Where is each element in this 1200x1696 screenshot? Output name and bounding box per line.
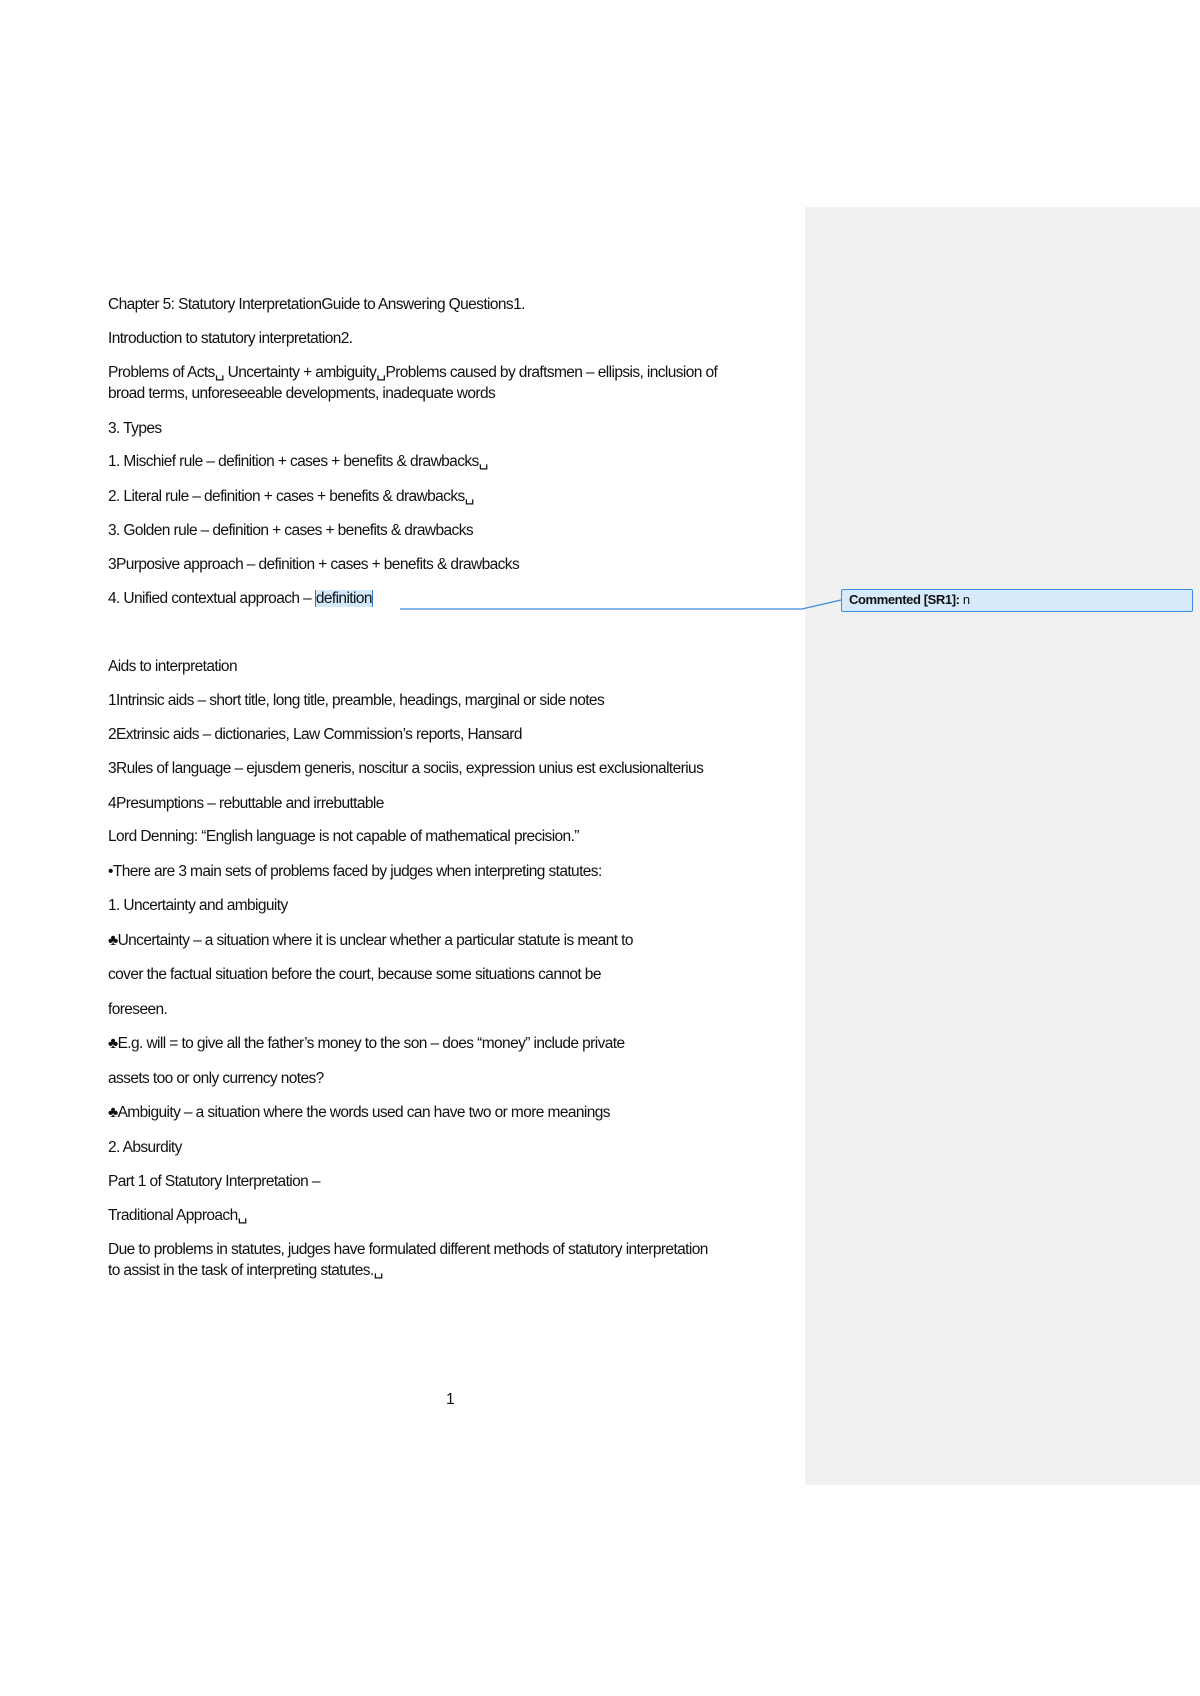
- text-line: 3. Types: [108, 420, 162, 437]
- text-line: 3Rules of language – ejusdem generis, noscitur a sociis, expression unius est exclusionalterius: [108, 760, 704, 777]
- text-line: ♣Uncertainty – a situation where it is unclear whether a particular statute is meant to: [108, 932, 633, 949]
- text-line: •There are 3 main sets of problems faced by judges when interpreting statutes:: [108, 863, 602, 880]
- text-line: 2Extrinsic aids – dictionaries, Law Commission’s reports, Hansard: [108, 726, 522, 743]
- text-line: Traditional Approach␣: [108, 1207, 247, 1224]
- text-line: broad terms, unforeseeable developments, inadequate words: [108, 385, 496, 402]
- text-line: ♣E.g. will = to give all the father’s money to the son – does “money” include private: [108, 1035, 625, 1052]
- text-line: Introduction to statutory interpretation2.: [108, 330, 353, 347]
- text-line: ♣Ambiguity – a situation where the words used can have two or more meanings: [108, 1104, 610, 1121]
- text-line: Chapter 5: Statutory InterpretationGuide to Answering Questions1.: [108, 296, 525, 313]
- text-line: 4Presumptions – rebuttable and irrebuttable: [108, 795, 384, 812]
- text-line: 3Purposive approach – definition + cases + benefits & drawbacks: [108, 556, 520, 573]
- text-line: Part 1 of Statutory Interpretation –: [108, 1173, 320, 1190]
- text-line: 1. Mischief rule – definition + cases + benefits & drawbacks␣: [108, 453, 488, 470]
- page-number: 1: [446, 1391, 455, 1408]
- text-line: to assist in the task of interpreting statutes.␣: [108, 1262, 383, 1279]
- text-line: cover the factual situation before the court, because some situations cannot be: [108, 966, 601, 983]
- text-line: 2. Literal rule – definition + cases + benefits & drawbacks␣: [108, 488, 474, 505]
- comment-text: n: [959, 592, 970, 607]
- text-line: 3. Golden rule – definition + cases + benefits & drawbacks: [108, 522, 473, 539]
- text-line: Lord Denning: “English language is not capable of mathematical precision.”: [108, 828, 579, 845]
- comment-balloon[interactable]: [841, 589, 1193, 612]
- commented-text[interactable]: definition: [315, 590, 372, 607]
- text-line: 1Intrinsic aids – short title, long title, preamble, headings, marginal or side notes: [108, 692, 605, 709]
- text-line: Aids to interpretation: [108, 658, 237, 675]
- text-line: 2. Absurdity: [108, 1139, 182, 1156]
- text-line: Due to problems in statutes, judges have formulated different methods of statutory interpretation: [108, 1241, 708, 1258]
- text-segment: 4. Unified contextual approach –: [108, 590, 315, 607]
- comment-label: Commented [SR1]:: [849, 592, 960, 607]
- text-line: Problems of Acts␣ Uncertainty + ambiguity␣Problems caused by draftsmen – ellipsis, inclusion of: [108, 364, 718, 381]
- text-line: 1. Uncertainty and ambiguity: [108, 897, 288, 914]
- text-line: foreseen.: [108, 1001, 168, 1018]
- text-line: assets too or only currency notes?: [108, 1070, 324, 1087]
